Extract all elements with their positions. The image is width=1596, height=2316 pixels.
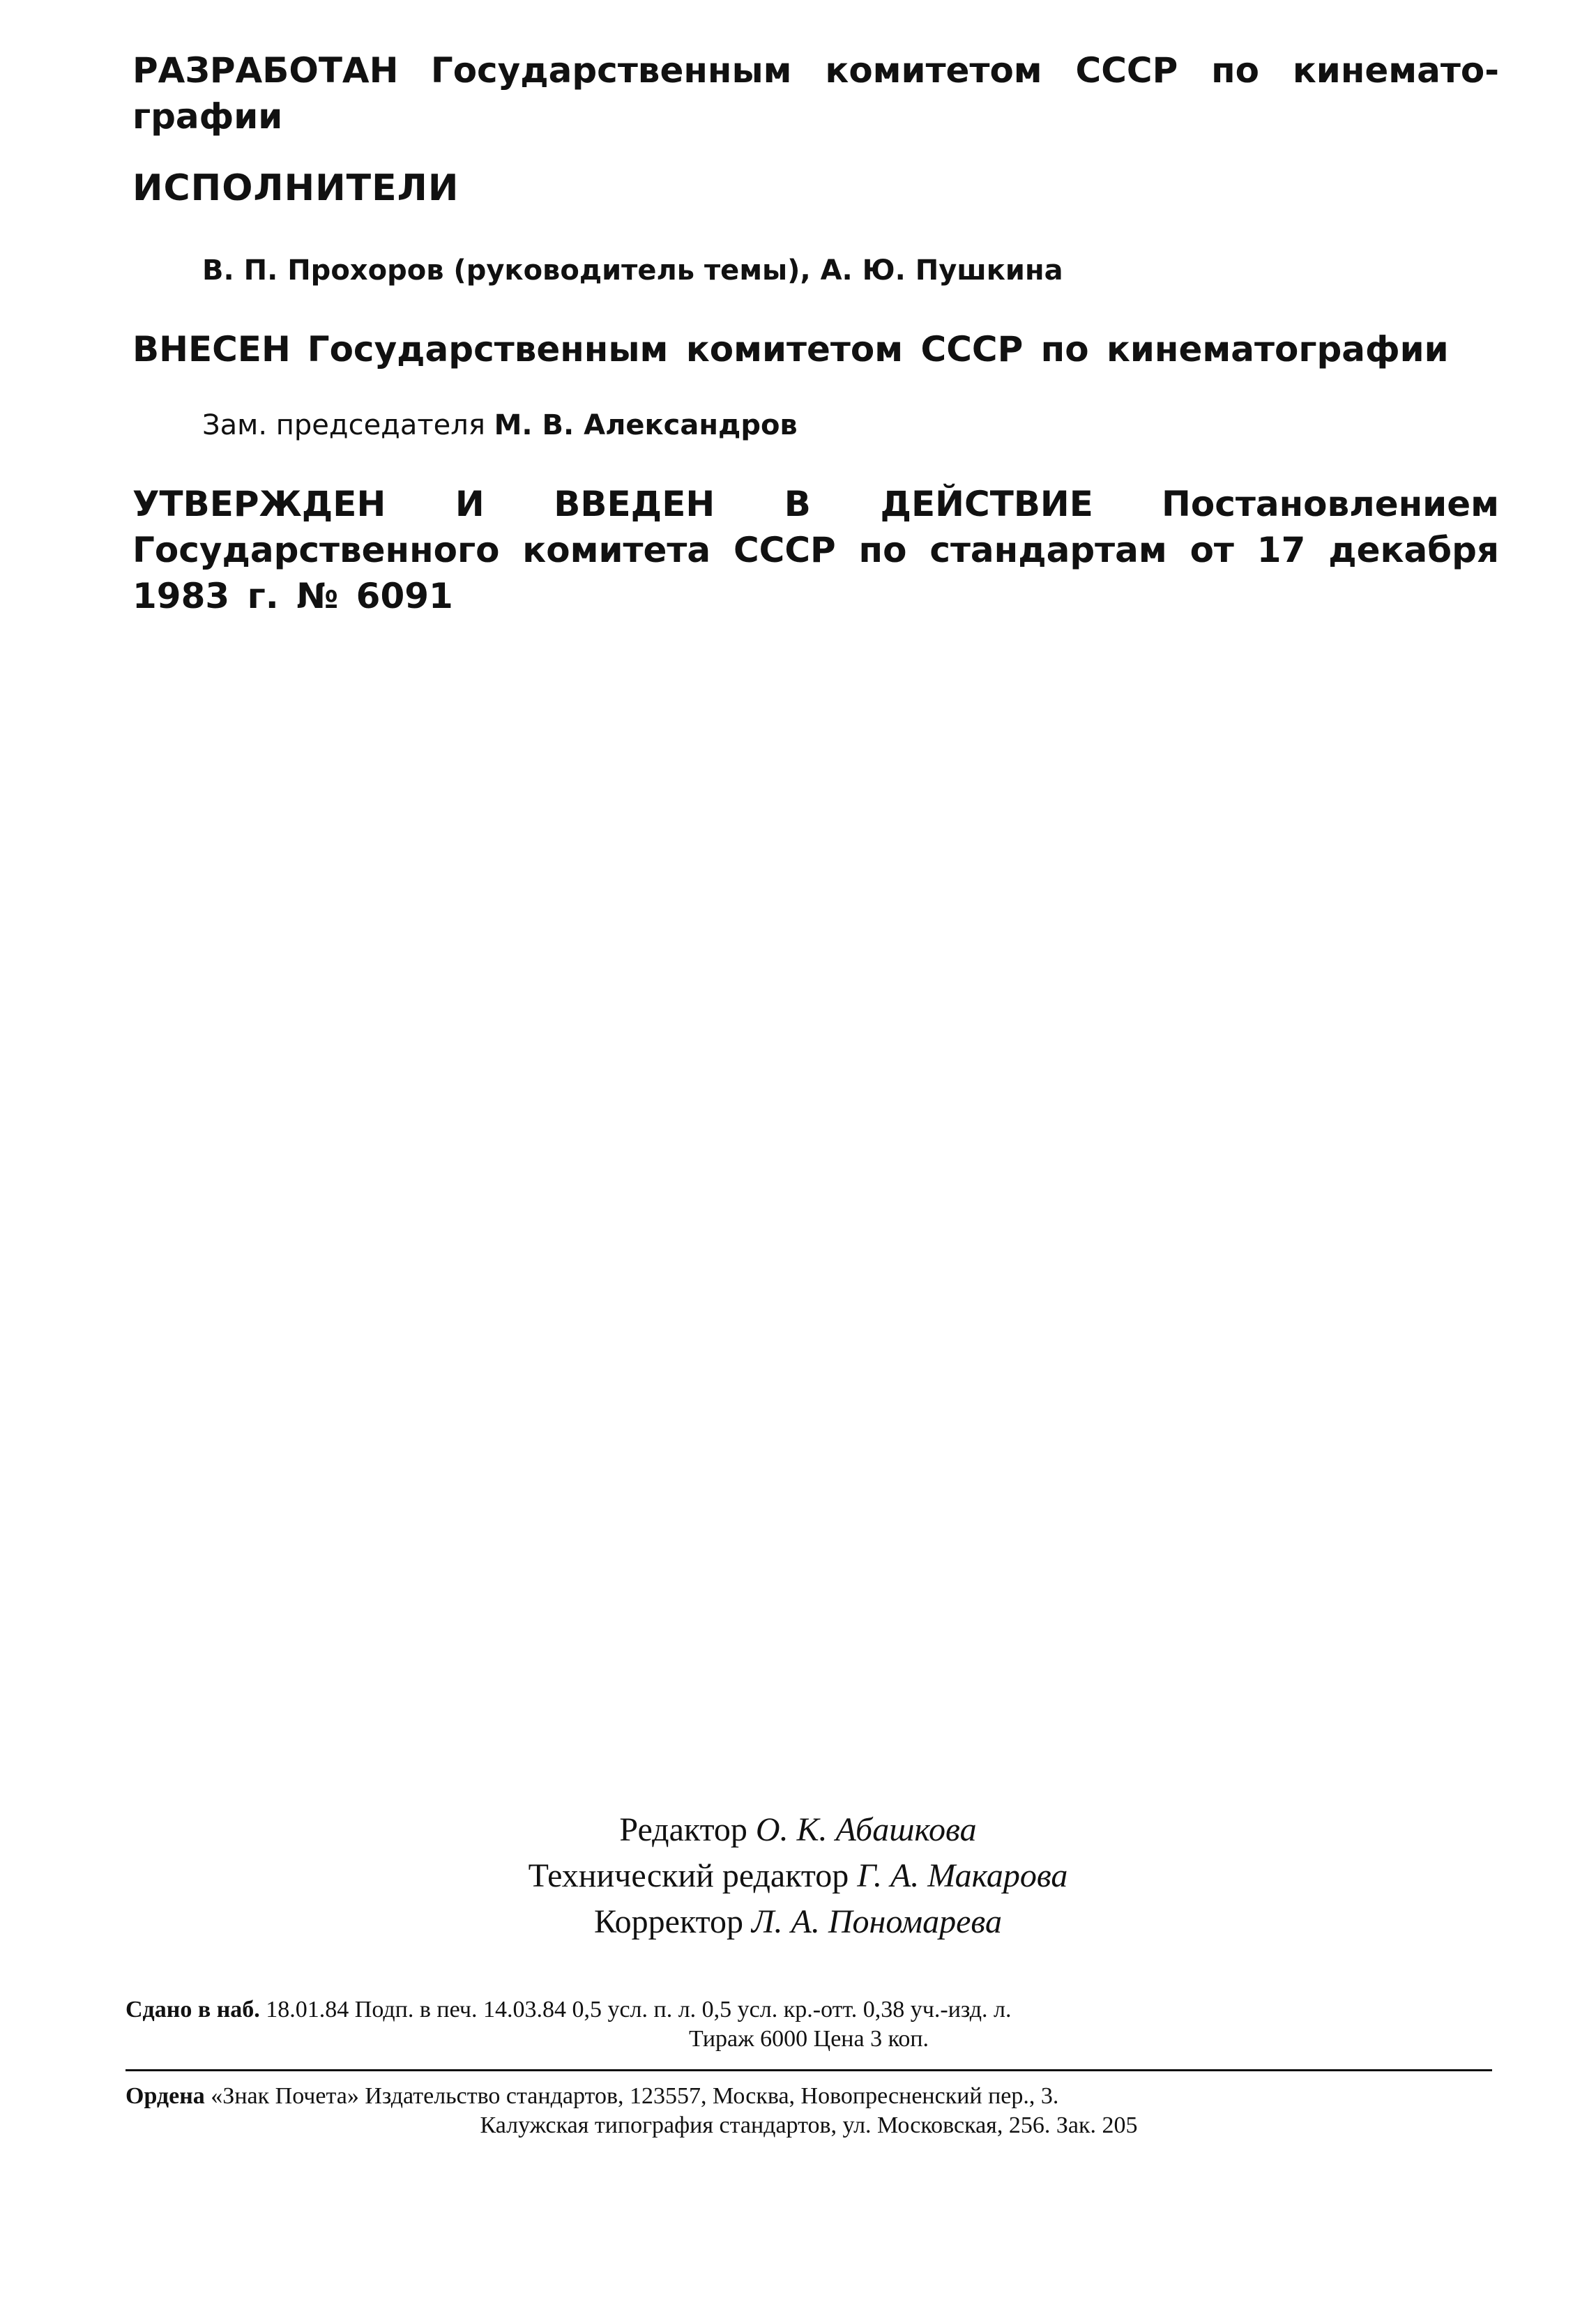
approved-paragraph <box>132 481 1499 619</box>
developed-label: РАЗРАБОТАН <box>132 50 399 91</box>
imprint-line1-text: 18.01.84 Подп. в печ. 14.03.84 0,5 усл. п. л. 0,5 усл. кр.-отт. 0,38 уч.-изд. л. <box>266 1997 1012 2022</box>
deputy-role: Зам. председателя <box>202 409 485 441</box>
imprint-divider <box>126 2069 1492 2071</box>
developed-paragraph <box>132 47 1499 139</box>
imprint-line3-text: «Знак Почета» Издательство стандартов, 123557, Москва, Новопресненский пер., 3. <box>211 2083 1059 2109</box>
credit-editor <box>0 1807 1596 1853</box>
submitted-text: Государственным комитетом СССР по кинематографии <box>307 329 1449 370</box>
approved-text: Постановлением Государственного комитета СССР по стандартам от 17 декабря 1983 г. № 6091 <box>132 484 1499 616</box>
credits-block <box>0 1807 1596 1945</box>
performers-heading: ИСПОЛНИТЕЛИ <box>132 167 459 209</box>
performers-line: В. П. Прохоров (руководитель темы), А. Ю. Пушкина <box>202 254 1063 287</box>
credit-name: Л. А. Пономарева <box>752 1903 1002 1940</box>
imprint-publisher-label: Ордена <box>126 2083 205 2109</box>
approved-label: УТВЕРЖДЕН И ВВЕДЕН В ДЕЙСТВИЕ <box>132 484 1093 524</box>
credit-name: Г. А. Макарова <box>857 1857 1068 1894</box>
imprint-submitted-label: Сдано в наб. <box>126 1997 260 2022</box>
credit-role: Корректор <box>594 1903 744 1940</box>
imprint-line-1 <box>126 1995 1492 2025</box>
deputy-line <box>202 407 798 443</box>
credit-name: О. К. Абашкова <box>755 1811 977 1848</box>
credit-role: Редактор <box>619 1811 747 1848</box>
credit-proofreader <box>0 1899 1596 1945</box>
credit-role: Технический редактор <box>528 1857 849 1894</box>
imprint-line-4: Калужская типография стандартов, ул. Московская, 256. Зак. 205 <box>480 2112 1138 2138</box>
imprint-line-3 <box>126 2082 1492 2111</box>
submitted-label: ВНЕСЕН <box>132 329 291 370</box>
submitted-paragraph <box>132 326 1499 372</box>
deputy-name: М. В. Александров <box>494 409 798 441</box>
imprint-line-2: Тираж 6000 Цена 3 коп. <box>688 2026 929 2052</box>
developed-text: Государственным комитетом СССР по кинемато-графии <box>132 50 1499 137</box>
credit-tech-editor <box>0 1853 1596 1899</box>
